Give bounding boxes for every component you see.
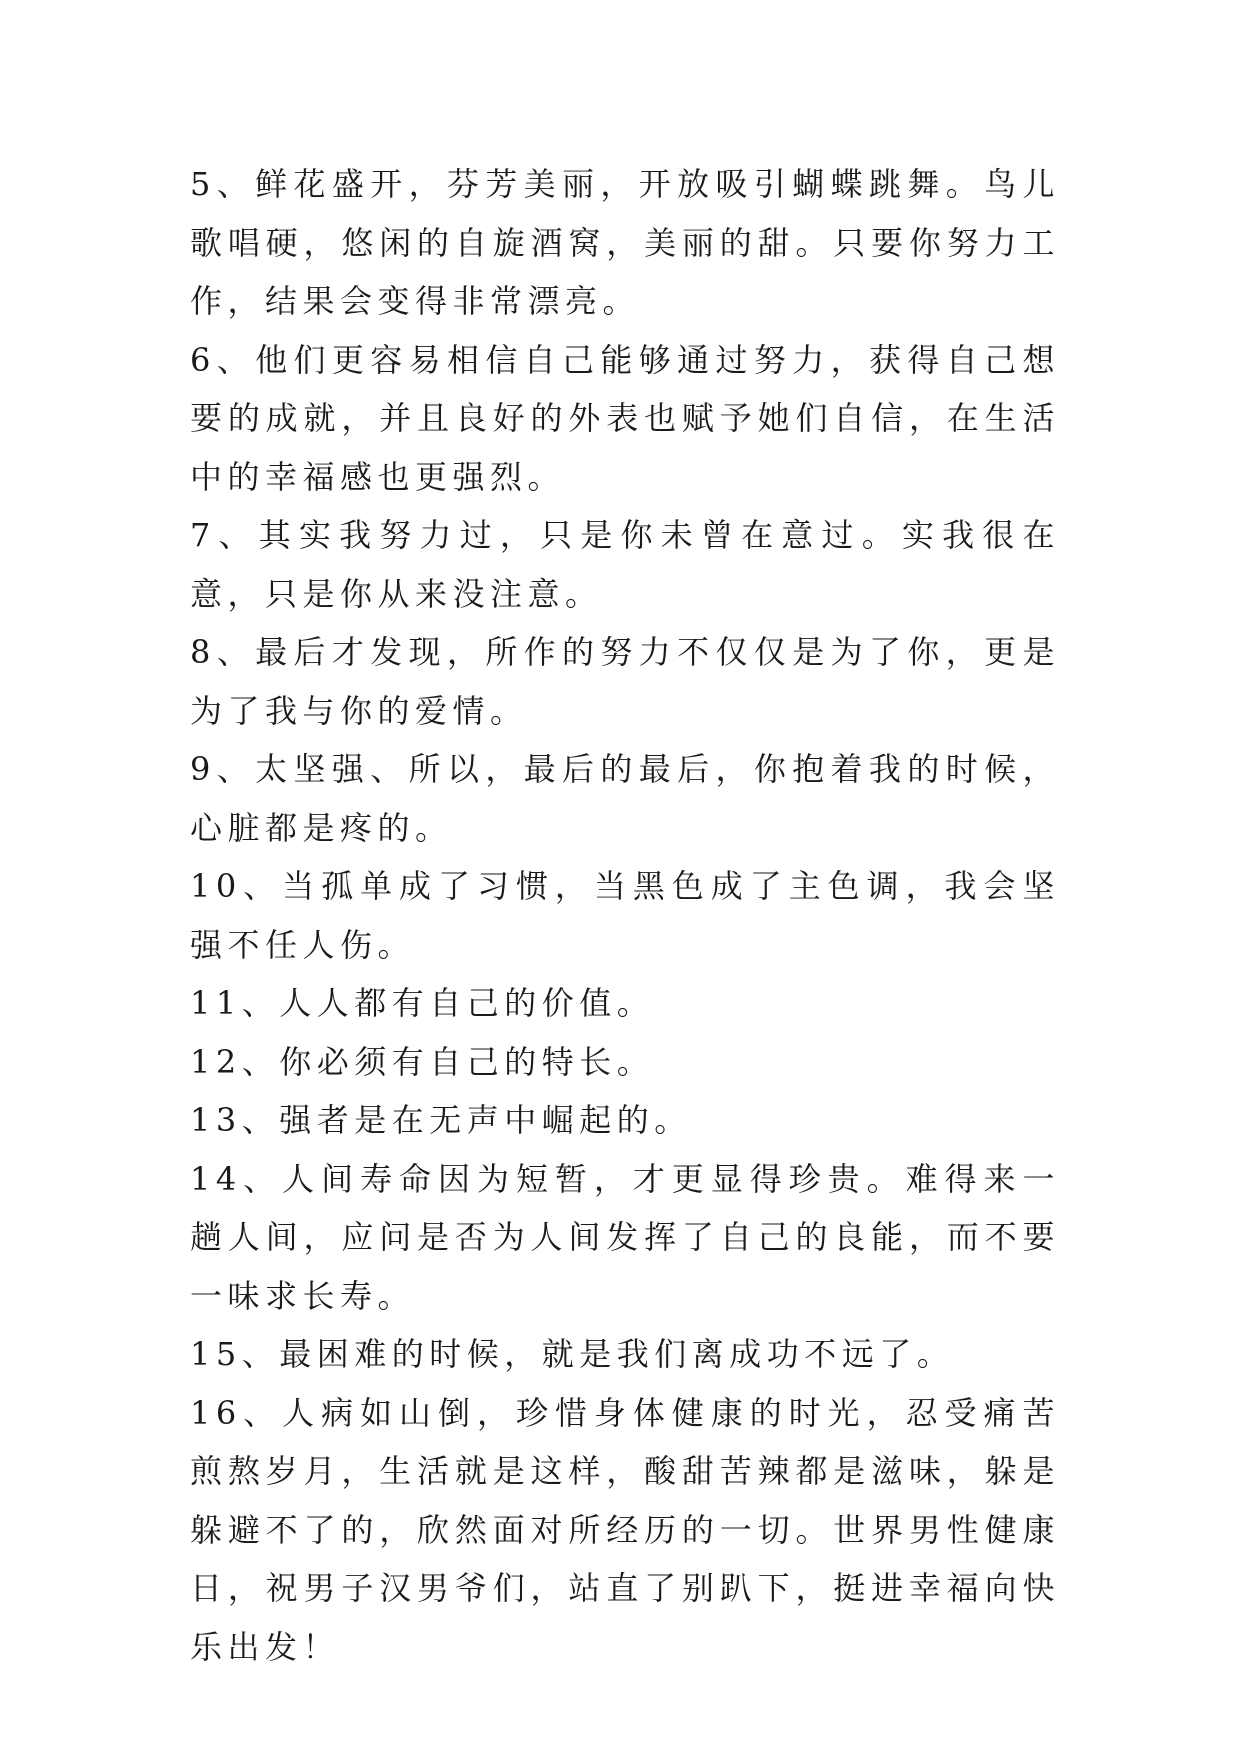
paragraph-item-9: 9、太坚强、所以，最后的最后，你抱着我的时候，心脏都是疼的。 xyxy=(190,750,1060,847)
paragraph-item-14: 14、人间寿命因为短暂，才更显得珍贵。难得来一趟人间，应问是否为人间发挥了自己的良能，而不要一味求长寿。 xyxy=(190,1159,1060,1315)
paragraph-item-11: 11、人人都有自己的价值。 xyxy=(190,984,655,1022)
paragraph-item-15: 15、最困难的时候，就是我们离成功不远了。 xyxy=(190,1335,955,1373)
paragraph-item-16: 16、人病如山倒，珍惜身体健康的时光，忍受痛苦煎熬岁月，生活就是这样，酸甜苦辣都是滋味，躲是躲避不了的，欣然面对所经历的一切。世界男性健康日，祝男子汉男爷们，站直了别趴下，挺进幸福向快乐出发！ xyxy=(190,1393,1060,1666)
paragraph-item-12: 12、你必须有自己的特长。 xyxy=(190,1042,655,1081)
paragraph-item-5: 5、鲜花盛开，芬芳美丽，开放吸引蝴蝶跳舞。鸟儿歌唱硬，悠闲的自旋酒窝，美丽的甜。只要你努力工作，结果会变得非常漂亮。 xyxy=(190,165,1060,320)
document-body xyxy=(190,155,1060,1676)
paragraph-item-13: 13、强者是在无声中崛起的。 xyxy=(190,1101,692,1139)
paragraph-item-7: 7、其实我努力过，只是你未曾在意过。实我很在意，只是你从来没注意。 xyxy=(190,516,1060,613)
paragraph-item-6: 6、他们更容易相信自己能够通过努力，获得自己想要的成就，并且良好的外表也赋予她们自信，在生活中的幸福感也更强烈。 xyxy=(190,340,1060,496)
paragraph-item-8: 8、最后才发现，所作的努力不仅仅是为了你，更是为了我与你的爱情。 xyxy=(190,633,1060,730)
paragraph-item-10: 10、当孤单成了习惯，当黑色成了主色调，我会坚强不任人伤。 xyxy=(190,867,1060,964)
